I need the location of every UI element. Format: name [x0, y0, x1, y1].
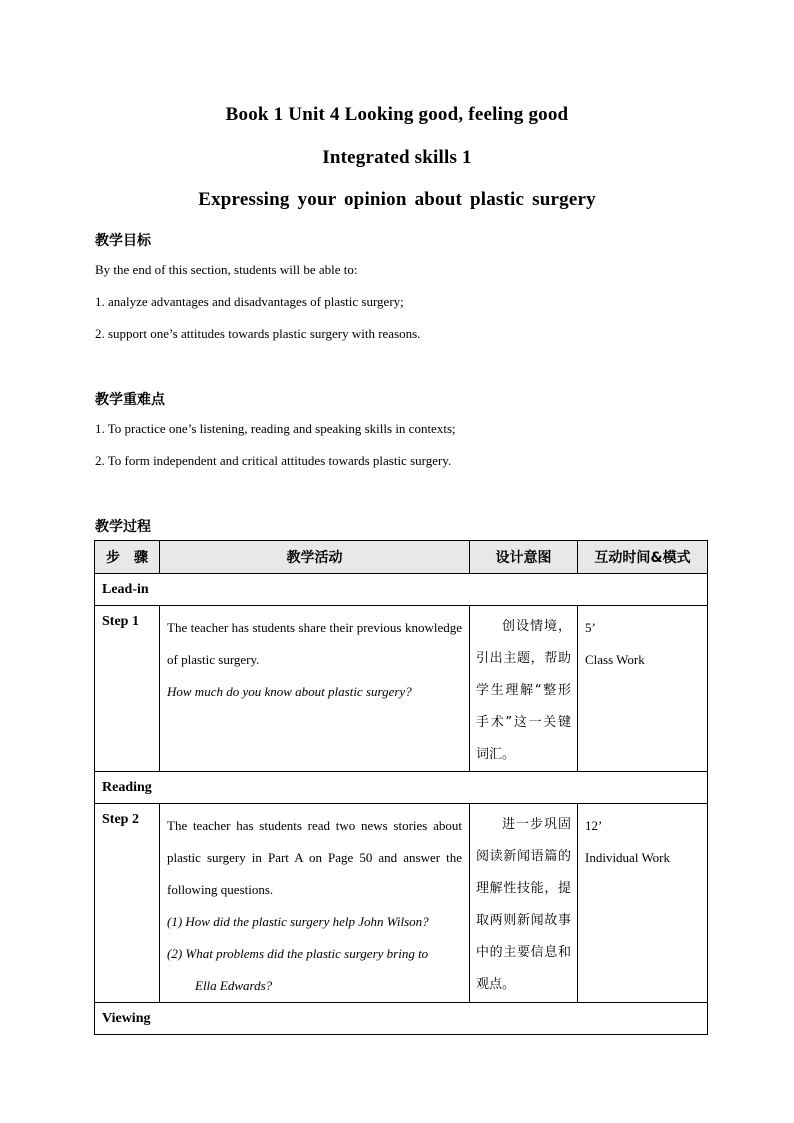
- column-header-activity: 教学活动: [160, 541, 470, 574]
- title-line-2: Integrated skills 1: [322, 147, 472, 168]
- column-header-intent: 设计意图: [470, 541, 578, 574]
- table-row-step-2: [95, 804, 708, 1003]
- section-label: Viewing: [95, 1003, 708, 1035]
- key-point-item-1: 1. To practice one’s listening, reading and speaking skills in contexts;: [95, 421, 456, 436]
- key-points-heading: 教学重难点: [95, 392, 165, 408]
- intent-cell: 创设情境，引出主题，帮助学生理解“整形手术”这一关键词汇。: [470, 606, 578, 772]
- time-mode-cell: [578, 606, 708, 772]
- activity-question-1: (1) How did the plastic surgery help John Wilson?: [167, 914, 429, 929]
- activity-text: The teacher has students read two news stories about plastic surgery in Part A on Page 50 and answer the following questions.: [167, 818, 462, 897]
- key-point-item-2: 2. To form independent and critical attitudes towards plastic surgery.: [95, 453, 452, 468]
- time-value: 12’: [585, 818, 603, 833]
- activity-question: How much do you know about plastic surgery?: [167, 684, 412, 699]
- section-row-leadin: [95, 574, 708, 606]
- objective-item-2: 2. support one’s attitudes towards plastic surgery with reasons.: [95, 326, 421, 341]
- section-row-viewing: [95, 1003, 708, 1035]
- activity-question-2: (2) What problems did the plastic surgery bring to: [167, 946, 429, 961]
- time-value: 5’: [585, 620, 596, 635]
- objectives-heading: 教学目标: [95, 233, 151, 249]
- objective-item-1: 1. analyze advantages and disadvantages of plastic surgery;: [95, 294, 404, 309]
- activity-text: The teacher has students share their previous knowledge of plastic surgery.: [167, 620, 462, 667]
- title-line-1: Book 1 Unit 4 Looking good, feeling good: [225, 104, 569, 125]
- objectives-intro: By the end of this section, students will be able to:: [95, 262, 358, 277]
- section-label: Reading: [95, 772, 708, 804]
- process-heading: 教学过程: [95, 519, 151, 535]
- step-label: Step 2: [95, 804, 160, 1003]
- activity-cell: [160, 606, 470, 772]
- mode-value: Individual Work: [585, 850, 671, 865]
- activity-cell: [160, 804, 470, 1003]
- time-mode-cell: [578, 804, 708, 1003]
- table-header-row: [95, 541, 708, 574]
- intent-cell: 进一步巩固阅读新闻语篇的理解性技能，提取两则新闻故事中的主要信息和观点。: [470, 804, 578, 1003]
- process-table: [94, 540, 708, 1035]
- mode-value: Class Work: [585, 652, 645, 667]
- title-line-3: Expressing your opinion about plastic surgery: [198, 189, 596, 210]
- section-label: Lead-in: [95, 574, 708, 606]
- column-header-step: 步 骤: [95, 541, 160, 574]
- activity-question-2-continued: Ella Edwards?: [195, 978, 273, 993]
- step-label: Step 1: [95, 606, 160, 772]
- column-header-time-mode: 互动时间&模式: [578, 541, 708, 574]
- table-row-step-1: [95, 606, 708, 772]
- section-row-reading: [95, 772, 708, 804]
